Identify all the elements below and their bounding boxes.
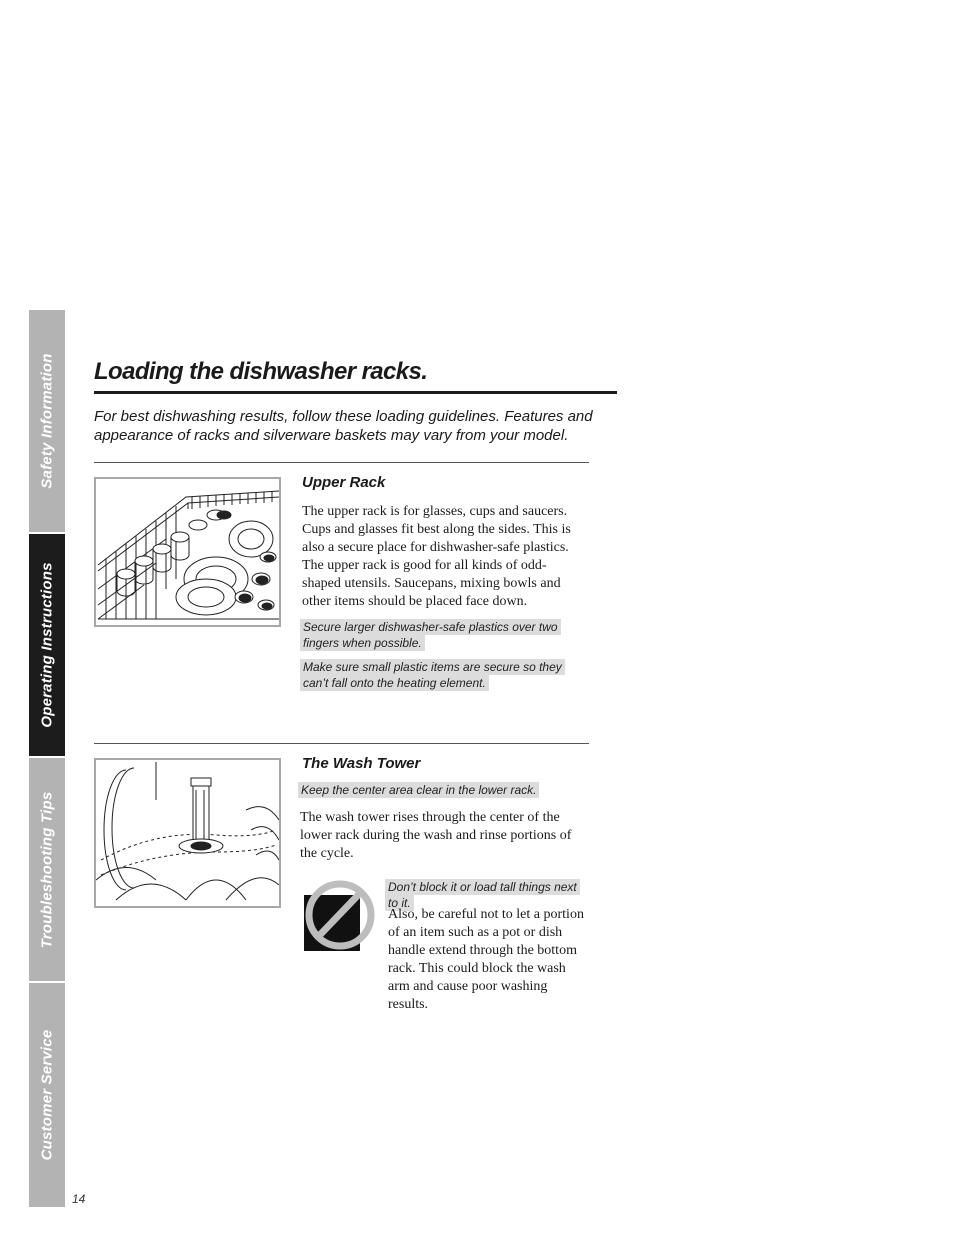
title-rule (94, 391, 617, 394)
upper-rack-illustration (94, 477, 281, 627)
section-divider (94, 743, 589, 744)
intro-text: For best dishwashing results, follow these loading guidelines. Features and appearance of racks and silverware baskets may vary from your model. (94, 408, 593, 444)
tab-troubleshooting-tips[interactable] (29, 758, 65, 981)
page-number: 14 (72, 1192, 86, 1206)
prohibited-symbol-icon (302, 877, 378, 953)
warning-note: Don’t block it or load tall things next to it. (385, 879, 590, 911)
tab-label: Operating Instructions (38, 562, 56, 728)
wash-tower-note: Keep the center area clear in the lower rack. (298, 782, 588, 798)
warning-body: Also, be careful not to let a portion of an item such as a pot or dish handle extend through the bottom rack. This could block the wash arm and cause poor washing results. (388, 907, 584, 1012)
tab-label: Safety Information (38, 353, 56, 489)
page-title: Loading the dishwasher racks. (94, 358, 428, 385)
wash-tower-illustration (94, 758, 281, 908)
upper-rack-note-2: Make sure small plastic items are secure so they can’t fall onto the heating element. (300, 659, 588, 691)
upper-rack-note-1: Secure larger dishwasher-safe plastics over two fingers when possible. (300, 619, 588, 651)
upper-rack-heading: Upper Rack (302, 474, 386, 491)
tab-label: Customer Service (38, 1029, 56, 1161)
section-divider (94, 462, 589, 463)
wash-tower-body: The wash tower rises through the center of the lower rack during the wash and rinse portions of the cycle. (300, 810, 572, 861)
tab-operating-instructions[interactable] (29, 534, 65, 756)
tab-label: Troubleshooting Tips (38, 791, 56, 948)
tab-safety-information[interactable] (29, 310, 65, 532)
tab-customer-service[interactable] (29, 983, 65, 1207)
upper-rack-body: The upper rack is for glasses, cups and saucers. Cups and glasses fit best along the sides. This is also a secure place for dishwasher-safe plastics. The upper rack is good for all kinds of odd-shaped utensils. Saucepans, mixing bowls and other items should be placed face down. (302, 504, 571, 609)
wash-tower-heading: The Wash Tower (302, 755, 421, 772)
